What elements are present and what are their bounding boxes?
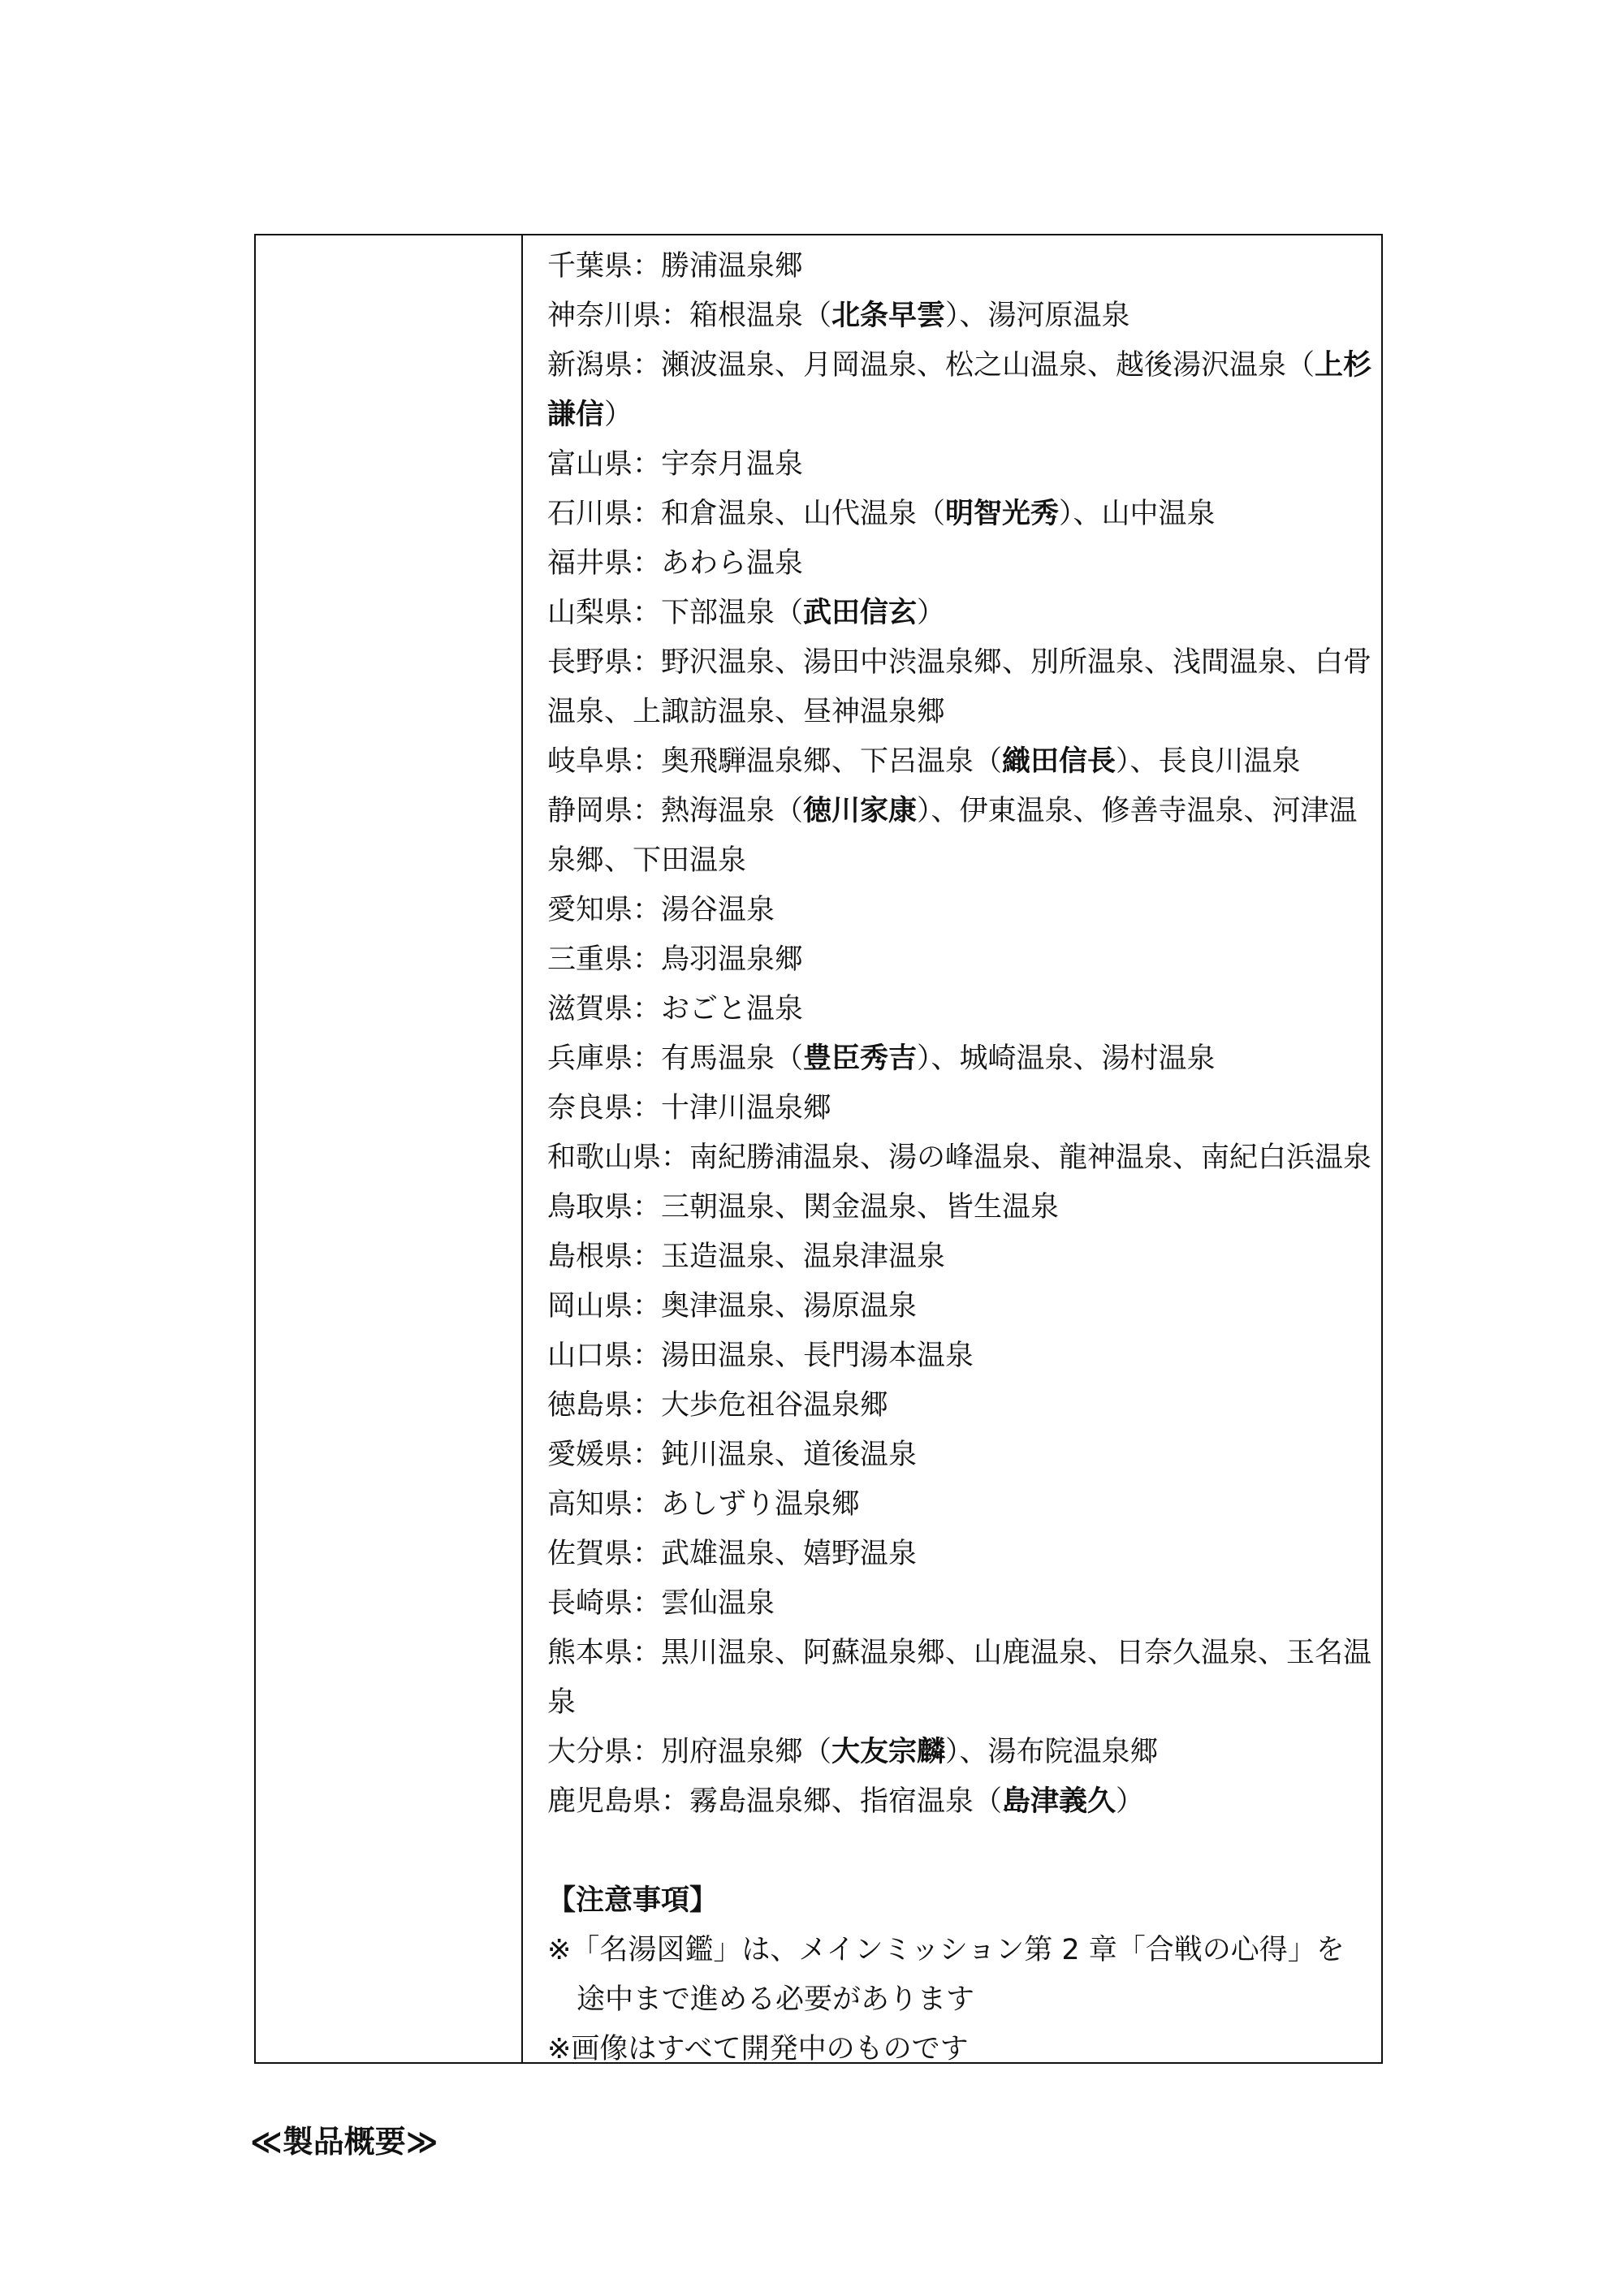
onsen-text: 岡山県：奥津温泉、湯原温泉: [547, 1290, 918, 1323]
onsen-line-nara: [547, 1084, 1367, 1133]
onsen-line-gifu: [547, 737, 1367, 787]
onsen-line-kochi: [547, 1480, 1367, 1530]
warlord-name: 上杉: [1315, 349, 1372, 382]
onsen-text: 温泉、上諏訪温泉、昼神温泉郷: [547, 696, 946, 728]
onsen-text: ）、湯布院温泉郷: [945, 1736, 1159, 1768]
onsen-line-hyogo: [547, 1034, 1367, 1084]
onsen-text: 熊本県：黒川温泉、阿蘇温泉郷、山鹿温泉、日奈久温泉、玉名温: [547, 1637, 1372, 1669]
onsen-line-chiba: [547, 242, 1367, 291]
onsen-line-mie: [547, 935, 1367, 985]
onsen-line-saga: [547, 1530, 1367, 1579]
onsen-line-toyama: [547, 440, 1367, 490]
onsen-line-shimane: [547, 1232, 1367, 1282]
notes-heading: 【注意事項】: [547, 1884, 719, 1917]
warlord-name: 大友宗麟: [831, 1736, 946, 1768]
warlord-name: 織田信長: [1002, 745, 1116, 778]
onsen-text: 山梨県：下部温泉（: [547, 597, 804, 629]
warlord-name: 北条早雲: [831, 300, 946, 332]
onsen-table: [254, 234, 1383, 2064]
onsen-text: ）、山中温泉: [1059, 498, 1216, 530]
onsen-line-nagasaki: [547, 1579, 1367, 1629]
onsen-text: 佐賀県：武雄温泉、嬉野温泉: [547, 1538, 918, 1570]
onsen-line-nagano: [547, 638, 1372, 688]
onsen-line-nagano-cont: [547, 688, 1367, 737]
onsen-text: ）、城崎温泉、湯村温泉: [917, 1042, 1216, 1075]
onsen-text: ）、伊東温泉、修善寺温泉、河津温: [917, 795, 1358, 827]
onsen-text: 愛媛県：鈍川温泉、道後温泉: [547, 1439, 918, 1471]
onsen-text: 滋賀県：おごと温泉: [547, 993, 804, 1025]
warlord-name: 武田信玄: [803, 597, 918, 629]
onsen-line-yamanashi: [547, 589, 1367, 638]
onsen-list: [547, 242, 1372, 1827]
table-left-cell: [256, 235, 523, 2062]
onsen-line-kumamoto: [547, 1629, 1372, 1678]
onsen-text: 泉郷、下田温泉: [547, 844, 747, 877]
onsen-line-ishikawa: [547, 490, 1367, 539]
onsen-text: 石川県：和倉温泉、山代温泉（: [547, 498, 946, 530]
onsen-text: 高知県：あしずり温泉郷: [547, 1488, 861, 1521]
onsen-text: ）: [917, 597, 946, 629]
onsen-text: 静岡県：熱海温泉（: [547, 795, 804, 827]
note-2: ※画像はすべて開発中のものです: [547, 2033, 969, 2065]
onsen-line-kanagawa: [547, 291, 1367, 341]
onsen-text: ）、長良川温泉: [1116, 745, 1301, 778]
onsen-text: 三重県：鳥羽温泉郷: [547, 943, 804, 976]
onsen-text: 鹿児島県：霧島温泉郷、指宿温泉（: [547, 1785, 1003, 1818]
onsen-line-fukui: [547, 539, 1367, 589]
warlord-name: 明智光秀: [945, 498, 1060, 530]
onsen-line-tokushima: [547, 1381, 1367, 1431]
onsen-text: 島根県：玉造温泉、温泉津温泉: [547, 1241, 946, 1273]
onsen-text: ）: [604, 399, 633, 431]
warlord-name: 謙信: [547, 399, 605, 431]
onsen-line-shiga: [547, 985, 1367, 1034]
onsen-text: 和歌山県：南紀勝浦温泉、湯の峰温泉、龍神温泉、南紀白浜温泉: [547, 1142, 1372, 1174]
onsen-text: 神奈川県：箱根温泉（: [547, 300, 832, 332]
spacer-line: [547, 1827, 1367, 1876]
onsen-line-oita: [547, 1728, 1367, 1777]
onsen-line-shizuoka: [547, 787, 1367, 836]
onsen-text: 山口県：湯田温泉、長門湯本温泉: [547, 1340, 974, 1372]
onsen-text: 新潟県：瀬波温泉、月岡温泉、松之山温泉、越後湯沢温泉（: [547, 349, 1315, 382]
onsen-line-kagoshima: [547, 1777, 1367, 1827]
onsen-text: 奈良県：十津川温泉郷: [547, 1092, 832, 1124]
onsen-text: 福井県：あわら温泉: [547, 547, 804, 580]
onsen-line-shizuoka-cont: [547, 836, 1367, 886]
onsen-line-niigata: [547, 341, 1372, 391]
onsen-text: 岐阜県：奥飛騨温泉郷、下呂温泉（: [547, 745, 1003, 778]
onsen-text: 長崎県：雲仙温泉: [547, 1587, 775, 1620]
onsen-line-ehime: [547, 1431, 1367, 1480]
onsen-line-yamaguchi: [547, 1331, 1367, 1381]
onsen-line-wakayama: [547, 1133, 1372, 1183]
warlord-name: 豊臣秀吉: [803, 1042, 918, 1075]
onsen-line-kumamoto-cont: [547, 1678, 1367, 1728]
onsen-text: 愛知県：湯谷温泉: [547, 894, 775, 926]
onsen-line-niigata-cont: [547, 391, 1367, 440]
onsen-text: 泉: [547, 1686, 577, 1719]
warlord-name: 徳川家康: [803, 795, 918, 827]
onsen-text: ）、湯河原温泉: [945, 300, 1130, 332]
product-summary-heading: ≪製品概要≫: [250, 2124, 438, 2160]
onsen-line-tottori: [547, 1183, 1367, 1232]
onsen-text: 大分県：別府温泉郷（: [547, 1736, 832, 1768]
note-1-line-1: ※「名湯図鑑」は、メインミッション第 2 章「合戦の心得」を: [547, 1934, 1345, 1966]
onsen-text: ）: [1116, 1785, 1145, 1818]
table-right-cell: [525, 235, 1381, 2065]
onsen-text: 富山県：宇奈月温泉: [547, 448, 804, 481]
onsen-text: 兵庫県：有馬温泉（: [547, 1042, 804, 1075]
note-1-line-2: 途中まで進める必要があります: [577, 1983, 975, 2016]
onsen-line-aichi: [547, 886, 1367, 935]
onsen-text: 長野県：野沢温泉、湯田中渋温泉郷、別所温泉、浅間温泉、白骨: [547, 646, 1372, 679]
onsen-text: 鳥取県：三朝温泉、関金温泉、皆生温泉: [547, 1191, 1060, 1224]
onsen-text: 千葉県：勝浦温泉郷: [547, 250, 804, 283]
warlord-name: 島津義久: [1002, 1785, 1116, 1818]
onsen-text: 徳島県：大歩危祖谷温泉郷: [547, 1389, 889, 1422]
onsen-line-okayama: [547, 1282, 1367, 1331]
